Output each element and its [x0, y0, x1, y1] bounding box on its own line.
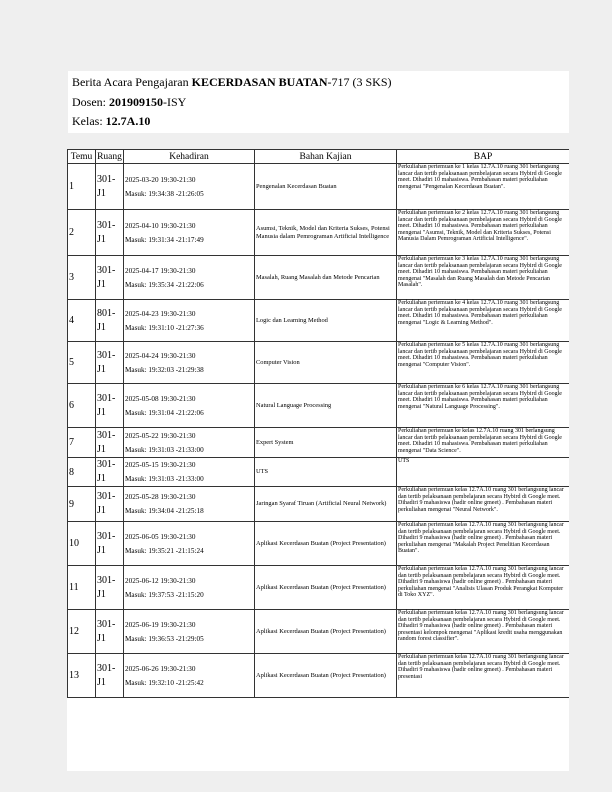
cell-kehadiran — [124, 654, 255, 698]
cell-bap: UTS — [397, 458, 570, 487]
cell-masuk: Masuk: 19:34:38 -21:26:05 — [125, 189, 204, 198]
table-row — [68, 654, 570, 698]
table-row — [68, 458, 570, 487]
cell-kehadiran — [124, 458, 255, 487]
cell-temu: 12 — [68, 610, 96, 654]
cell-ruang: 301-J1 — [96, 342, 124, 384]
cell-jadwal: 2025-06-12 19:30-21:30 — [125, 576, 196, 585]
cell-jadwal: 2025-06-05 19:30-21:30 — [125, 532, 196, 541]
title-prefix: Berita Acara Pengajaran — [72, 75, 192, 89]
course-code: -717 (3 SKS) — [327, 75, 392, 89]
cell-masuk: Masuk: 19:35:34 -21:22:06 — [125, 280, 204, 289]
cell-temu: 6 — [68, 384, 96, 428]
cell-temu: 5 — [68, 342, 96, 384]
cell-kehadiran — [124, 300, 255, 342]
table-row — [68, 210, 570, 256]
table-row — [68, 342, 570, 384]
cell-ruang: 801-J1 — [96, 300, 124, 342]
cell-ruang: 301-J1 — [96, 458, 124, 487]
cell-ruang: 301-J1 — [96, 566, 124, 610]
header-temu: Temu — [68, 150, 96, 164]
cell-temu: 10 — [68, 522, 96, 566]
cell-ruang: 301-J1 — [96, 610, 124, 654]
cell-bahan-kajian: Computer Vision — [255, 342, 397, 384]
table-header-row — [68, 150, 570, 164]
cell-kehadiran — [124, 522, 255, 566]
cell-ruang: 301-J1 — [96, 210, 124, 256]
cell-bap: Perkuliahan pertemuan kelas 12.7A.10 ruang 301 berlangsung lancar dan tertib pelaksanaan pembelajaran secara Hybird di Google meet. Dihadiri 9 mahasiswa (hadir online gmeet) . Pembahasan materi perkuliahan mengenai "Makalah Project Penelitian Kecerdasan Buatan". — [397, 522, 570, 566]
cell-bap: Perkuliahan pertemuan ke 6 kelas 12.7A.10 ruang 301 berlangsung lancar dan tertib pelaksanaan pembelajaran secara Hybird di Google meet. Dihadiri 10 mahasiswa. Pembahasan materi perkuliahan mengenai "Natural Language Processing". — [397, 384, 570, 428]
table-row — [68, 566, 570, 610]
cell-bap: Perkuliahan pertemuan ke 3 kelas 12.7A.10 ruang 301 berlangsung lancar dan tertib pelaksanaan pembelajaran secara Hybird di Google meet. Dihadiri 10 mahasiswa. Pembahasan materi perkuliahan mengenai "Masalah dan Ruang Masalah dan Metode Pencarian Masalah". — [397, 256, 570, 300]
header-ruang: Ruang — [97, 151, 122, 162]
cell-kehadiran — [124, 610, 255, 654]
cell-temu: 9 — [68, 487, 96, 522]
header-bahan-kajian: Bahan Kajian — [255, 150, 397, 164]
lecturer-line — [72, 95, 186, 110]
table-row — [68, 522, 570, 566]
cell-bap: Perkuliahan pertemuan ke 1 kelas 12.7A.10 ruang 301 berlangsung lancar dan tertib pelaksanaan pembelajaran secara Hybird di Google meet. Dihadiri 10 mahasiswa. Pembahasan materi perkuliahan mengenai "Pengenalan Kecerdasan Buatan". — [397, 164, 570, 210]
cell-bahan-kajian: Masalah, Ruang Masalah dan Metode Pencarian — [255, 256, 397, 300]
cell-masuk: Masuk: 19:31:34 -21:17:49 — [125, 235, 204, 244]
cell-bap: Perkuliahan pertemuan ke kelas 12.7A.10 ruang 301 berlangsung lancar dan tertib pelaksanaan pembelajaran secara Hybird di Google meet. Dihadiri 10 mahasiswa. Pembahasan materi perkuliahan mengenai "Data Science". — [397, 428, 570, 458]
cell-temu: 4 — [68, 300, 96, 342]
cell-kehadiran — [124, 256, 255, 300]
cell-ruang: 301-J1 — [96, 256, 124, 300]
cell-masuk: Masuk: 19:31:03 -21:33:00 — [125, 475, 204, 483]
cell-temu: 1 — [68, 164, 96, 210]
cell-temu: 3 — [68, 256, 96, 300]
cell-ruang: 301-J1 — [96, 164, 124, 210]
header-bap: BAP — [397, 150, 570, 164]
cell-kehadiran — [124, 428, 255, 458]
table-row — [68, 300, 570, 342]
cell-ruang: 301-J1 — [96, 428, 124, 458]
cell-ruang: 301-J1 — [96, 522, 124, 566]
cell-jadwal: 2025-05-28 19:30-21:30 — [125, 493, 196, 501]
cell-ruang: 301-J1 — [96, 654, 124, 698]
cell-bahan-kajian: Natural Language Processing — [255, 384, 397, 428]
cell-bap: Perkuliahan pertemuan ke 2 kelas 12.7A.10 ruang 301 berlangsung lancar dan tertib pelaksanaan pembelajaran secara Hybird di Google meet. Dihadiri 10 mahasiswa. Pembahasan materi perkuliahan mengenai "Asumsi, Teknik, Model dan Kriteria Sukses, Potensi Manusia Dalam Pemrograman Artificial Intelligence". — [397, 210, 570, 256]
class-line — [72, 114, 150, 129]
cell-kehadiran — [124, 210, 255, 256]
table-row — [68, 428, 570, 458]
cell-temu: 2 — [68, 210, 96, 256]
course-name: KECERDASAN BUATAN — [191, 75, 328, 89]
cell-bap: Perkuliahan pertemuan kelas 12.7A.10 ruang 301 berlangsung lancar dan tertib pelaksanaan pembelajaran secara Hybird di Google meet. Dihadiri 9 mahasiswa (hadir online gmeet) . Pembahasan materi perkuliahan mengenai "Analisis Ulasan Produk Perangkat Komputer di Toko XYZ". — [397, 566, 570, 610]
cell-kehadiran — [124, 487, 255, 522]
cell-kehadiran — [124, 164, 255, 210]
cell-kehadiran — [124, 566, 255, 610]
cell-jadwal: 2025-03-20 19:30-21:30 — [125, 175, 196, 184]
cell-jadwal: 2025-06-26 19:30-21:30 — [125, 664, 196, 673]
cell-bahan-kajian: Asumsi, Teknik, Model dan Kriteria Sukses, Potensi Manusia dalam Pemrograman Artificial Intelligence — [255, 210, 397, 256]
lecturer-id: 201909150 — [109, 95, 163, 109]
cell-bahan-kajian: Expert System — [255, 428, 397, 458]
table-row — [68, 256, 570, 300]
cell-bahan-kajian: UTS — [255, 458, 397, 487]
cell-masuk: Masuk: 19:34:04 -21:25:18 — [125, 507, 204, 515]
cell-masuk: Masuk: 19:31:04 -21:22:06 — [125, 408, 204, 417]
class-label: Kelas: — [72, 114, 106, 128]
cell-masuk: Masuk: 19:31:10 -21:27:36 — [125, 323, 204, 332]
cell-masuk: Masuk: 19:35:21 -21:15:24 — [125, 546, 204, 555]
table-body — [68, 164, 570, 698]
cell-masuk: Masuk: 19:36:53 -21:29:05 — [125, 634, 204, 643]
cell-masuk: Masuk: 19:32:10 -21:25:42 — [125, 678, 204, 687]
cell-bap: Perkuliahan pertemuan kelas 12.7A.10 ruang 301 berlangsung lancar dan tertib pelaksanaan pembelajaran secara Hybird di Google meet. Dihadiri 9 mahasiswa (hadir online gmeet) . Pembahasan materi presentasi kelompok mengenai "Aplikasi kredit usaha menggunakan random forest classifier". — [397, 610, 570, 654]
cell-temu: 8 — [68, 458, 96, 487]
cell-bahan-kajian: Logic dan Learning Method — [255, 300, 397, 342]
cell-jadwal: 2025-04-17 19:30-21:30 — [125, 266, 196, 275]
cell-bahan-kajian: Jaringan Syaraf Tiruan (Artificial Neural Network) — [255, 487, 397, 522]
cell-kehadiran — [124, 342, 255, 384]
cell-jadwal: 2025-04-24 19:30-21:30 — [125, 351, 196, 360]
cell-jadwal: 2025-04-10 19:30-21:30 — [125, 221, 196, 230]
cell-temu: 11 — [68, 566, 96, 610]
report-header — [68, 71, 569, 133]
cell-bap: Perkuliahan pertemuan kelas 12.7A.10 ruang 301 berlangsung lancar dan tertib pelaksanaan pembelajaran secara Hybird di Google meet. Dihadiri 9 mahasiswa (hadir online gmeet) . Pembahasan materi perkuliahan mengenai "Neural Network". — [397, 487, 570, 522]
cell-bap: Perkuliahan pertemuan ke 5 kelas 12.7A.10 ruang 301 berlangsung lancar dan tertib pelaksanaan pembelajaran secara Hybird di Google meet. Dihadiri 10 mahasiswa. Pembahasan materi perkuliahan mengenai "Computer Vision". — [397, 342, 570, 384]
table-row — [68, 384, 570, 428]
class-code: 12.7A.10 — [105, 114, 151, 128]
header-kehadiran: Kehadiran — [124, 150, 255, 164]
report-title — [72, 75, 392, 90]
cell-bahan-kajian: Aplikasi Kecerdasan Buatan (Project Presentation) — [255, 654, 397, 698]
cell-temu: 7 — [68, 428, 96, 458]
lecturer-suffix: -ISY — [163, 95, 187, 109]
cell-bahan-kajian: Aplikasi Kecerdasan Buatan (Project Presentation) — [255, 522, 397, 566]
cell-temu: 13 — [68, 654, 96, 698]
table-row — [68, 610, 570, 654]
cell-jadwal: 2025-05-08 19:30-21:30 — [125, 394, 196, 403]
cell-bap: Perkuliahan pertemuan ke 4 kelas 12.7A.10 ruang 301 berlangsung lancar dan tertib pelaksanaan pembelajaran secara Hybird di Google meet. Dihadiri 10 mahasiswa. Pembahasan materi perkuliahan mengenai "Logic & Learning Method". — [397, 300, 570, 342]
cell-kehadiran — [124, 384, 255, 428]
cell-masuk: Masuk: 19:32:03 -21:29:38 — [125, 365, 204, 374]
cell-jadwal: 2025-05-22 19:30-21:30 — [125, 431, 196, 440]
cell-bahan-kajian: Aplikasi Kecerdasan Buatan (Project Presentation) — [255, 610, 397, 654]
cell-masuk: Masuk: 19:37:53 -21:15:20 — [125, 590, 204, 599]
lecturer-label: Dosen: — [72, 95, 109, 109]
cell-bap: Perkuliahan pertemuan kelas 12.7A.10 ruang 301 berlangsung lancar dan tertib pelaksanaan pembelajaran secara Hybird di Google meet. Dihadiri 9 mahasiswa (hadir online gmeet) . Pembahasan materi presentasi — [397, 654, 570, 698]
table-row — [68, 487, 570, 522]
table-row — [68, 164, 570, 210]
attendance-table-container — [67, 149, 569, 771]
cell-ruang: 301-J1 — [96, 384, 124, 428]
cell-ruang: 301-J1 — [96, 487, 124, 522]
cell-jadwal: 2025-06-19 19:30-21:30 — [125, 620, 196, 629]
cell-masuk: Masuk: 19:31:03 -21:33:00 — [125, 445, 204, 454]
cell-jadwal: 2025-04-23 19:30-21:30 — [125, 309, 196, 318]
cell-bahan-kajian: Pengenalan Kecerdasan Buatan — [255, 164, 397, 210]
cell-bahan-kajian: Aplikasi Kecerdasan Buatan (Project Presentation) — [255, 566, 397, 610]
attendance-table — [67, 149, 569, 698]
cell-jadwal: 2025-05-15 19:30-21:30 — [125, 461, 196, 469]
